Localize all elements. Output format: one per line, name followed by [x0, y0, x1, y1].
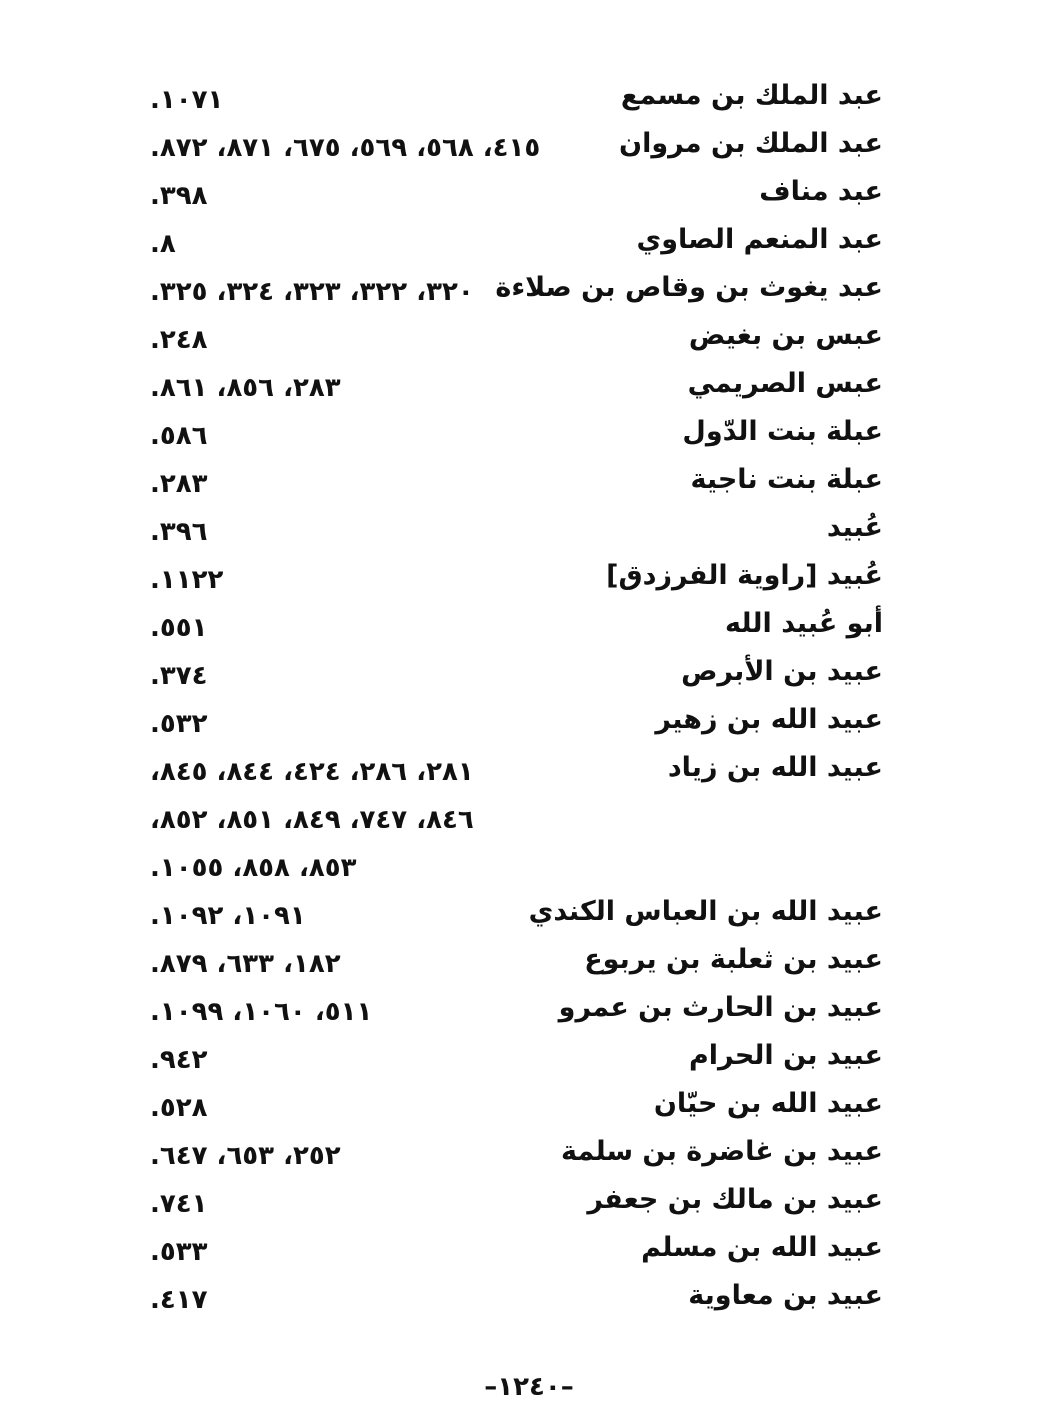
- index-entry: [0, 456, 1058, 504]
- entry-name: عبيد بن معاوية: [688, 1280, 883, 1311]
- index-entry-continuation: [0, 840, 1058, 888]
- entry-pages: ٢٨١، ٢٨٦، ٤٢٤، ٨٤٤، ٨٤٥،: [150, 757, 474, 787]
- entry-pages: ٥٥١.: [150, 613, 208, 643]
- index-entry: [0, 744, 1058, 792]
- entry-name: عبيد بن مالك بن جعفر: [587, 1184, 883, 1215]
- entry-name: عبس بن بغيض: [688, 320, 883, 351]
- index-entry: [0, 648, 1058, 696]
- entry-name: عبد الملك بن مروان: [619, 128, 883, 159]
- entry-name: عبيد الله بن العباس الكندي: [528, 896, 883, 927]
- entry-name: عبيد بن الحارث بن عمرو: [558, 992, 883, 1023]
- entry-pages: ٤١٧.: [150, 1285, 208, 1315]
- index-entry: [0, 1128, 1058, 1176]
- entry-pages: ٤١٥، ٥٦٨، ٥٦٩، ٦٧٥، ٨٧١، ٨٧٢.: [150, 133, 541, 163]
- entry-name: عبيد بن ثعلبة بن يربوع: [584, 944, 883, 975]
- entry-name: أبو عُبيد الله: [725, 608, 883, 639]
- index-entry: [0, 1080, 1058, 1128]
- index-entry: [0, 600, 1058, 648]
- index-entry: [0, 888, 1058, 936]
- entry-pages: ٥٨٦.: [150, 421, 208, 451]
- index-entry: [0, 216, 1058, 264]
- entry-name: عبد يغوث بن وقاص بن صلاءة: [495, 272, 883, 303]
- index-entry: [0, 1272, 1058, 1320]
- entry-name: عبس الصريمي: [687, 368, 883, 399]
- index-entry: [0, 168, 1058, 216]
- entry-pages: ٧٤١.: [150, 1189, 208, 1219]
- entry-name: عبيد الله بن زياد: [667, 752, 883, 783]
- entry-pages: ٣٩٦.: [150, 517, 208, 547]
- entry-pages: ٢٨٣.: [150, 469, 208, 499]
- entry-name: عبيد بن غاضرة بن سلمة: [560, 1136, 883, 1167]
- index-entry: [0, 984, 1058, 1032]
- index-entry: [0, 120, 1058, 168]
- entry-name: عبد الملك بن مسمع: [620, 80, 883, 111]
- index-entry: [0, 552, 1058, 600]
- index-entry: [0, 1176, 1058, 1224]
- entry-pages: ٢٥٢، ٦٥٣، ٦٤٧.: [150, 1141, 341, 1171]
- entry-pages: ٢٨٣، ٨٥٦، ٨٦١.: [150, 373, 341, 403]
- entry-name: عبيد بن الحرام: [688, 1040, 883, 1071]
- entry-pages: ٨.: [150, 229, 176, 259]
- entry-name: عبلة بنت الدّول: [682, 416, 883, 447]
- index-entry: [0, 1032, 1058, 1080]
- entry-name: عبيد بن الأبرص: [681, 656, 883, 687]
- entry-pages: ٥٣٢.: [150, 709, 208, 739]
- entry-pages: ٨٥٣، ٨٥٨، ١٠٥٥.: [150, 853, 357, 883]
- index-entry: [0, 360, 1058, 408]
- entry-pages: ٥٣٣.: [150, 1237, 208, 1267]
- entry-name: عبيد الله بن زهير: [655, 704, 883, 735]
- index-entry: [0, 1224, 1058, 1272]
- entry-name: عبيد الله بن مسلم: [641, 1232, 883, 1263]
- entry-pages: ٢٤٨.: [150, 325, 208, 355]
- entry-pages: ٣٧٤.: [150, 661, 208, 691]
- index-entry: [0, 72, 1058, 120]
- entry-pages: ١١٢٢.: [150, 565, 224, 595]
- entry-name: عُبيد [راوية الفرزدق]: [606, 560, 883, 591]
- index-entry-continuation: [0, 792, 1058, 840]
- index-entry: [0, 504, 1058, 552]
- index-entry: [0, 696, 1058, 744]
- entry-name: عبيد الله بن حيّان: [653, 1088, 883, 1119]
- index-entry: [0, 312, 1058, 360]
- entry-pages: ٥٢٨.: [150, 1093, 208, 1123]
- entry-name: عبد المنعم الصاوي: [636, 224, 883, 255]
- entry-pages: ١٠٧١.: [150, 85, 224, 115]
- entry-name: عبلة بنت ناجية: [690, 464, 883, 495]
- entry-pages: ٥١١، ١٠٦٠، ١٠٩٩.: [150, 997, 373, 1027]
- entry-pages: ١٠٩١، ١٠٩٢.: [150, 901, 306, 931]
- entry-pages: ٨٤٦، ٧٤٧، ٨٤٩، ٨٥١، ٨٥٢،: [150, 805, 474, 835]
- entry-name: عبد مناف: [759, 176, 883, 207]
- entry-pages: ٩٤٢.: [150, 1045, 208, 1075]
- index-entry: [0, 936, 1058, 984]
- index-entry: [0, 264, 1058, 312]
- entry-pages: ٣٢٠، ٣٢٢، ٣٢٣، ٣٢٤، ٣٢٥.: [150, 277, 474, 307]
- index-entry: [0, 408, 1058, 456]
- page-number: –١٢٤٠–: [484, 1372, 574, 1402]
- index-entries: [0, 72, 1058, 1320]
- entry-pages: ٣٩٨.: [150, 181, 208, 211]
- entry-name: عُبيد: [826, 512, 883, 543]
- entry-pages: ١٨٢، ٦٣٣، ٨٧٩.: [150, 949, 341, 979]
